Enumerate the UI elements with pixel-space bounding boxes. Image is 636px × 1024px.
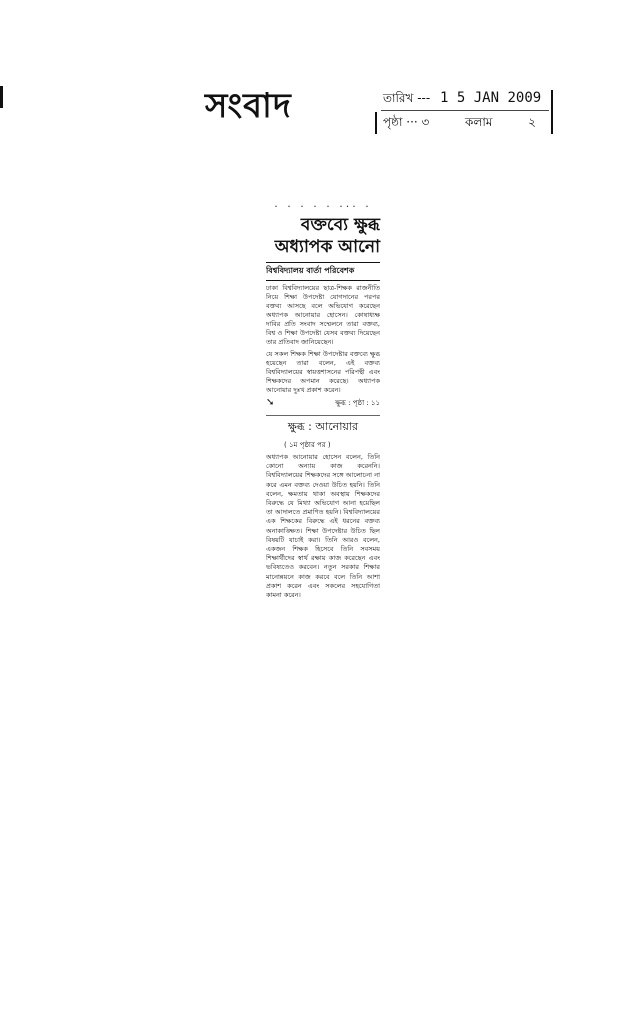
stamp-date-label: তারিখ --- (383, 91, 431, 105)
jump-line (266, 397, 380, 409)
page-edge-mark (0, 86, 3, 108)
continued-from-note: ( ১ম পৃষ্ঠার পর ) (284, 441, 331, 449)
arrow-icon: ➘ (266, 397, 275, 408)
article-kicker: · · · · · ··· · (274, 200, 372, 213)
headline-line-2: অধ্যাপক আনো (274, 237, 380, 257)
clipping-stamp (375, 88, 555, 138)
continued-body: অধ্যাপক আনোয়ার হোসেন বলেন, তিনি কোনো অন্যায় কাজ করেননি। বিশ্ববিদ্যালয়ের শিক্ষকদের সঙ্গে আলোচনা না করে এমন বক্তব্য দেওয়া উচিত হয়নি। তিনি বলেন, ক্ষমতায় থাকা অবস্থায় শিক্ষকদের বিরুদ্ধে যে মিথ্যা অভিযোগ আনা হয়েছিল তা আদালতে প্রমাণিত হয়নি। বিশ্ববিদ্যালয়ের এক শিক্ষকের বিরুদ্ধে এই ধরনের বক্তব্য অনাকাঙ্ক্ষিত। শিক্ষা উপদেষ্টার উচিত ছিল বিষয়টি যাচাই করা। তিনি আরও বলেন, একজন শিক্ষক হিসেবে তিনি সবসময় শিক্ষার্থীদের স্বার্থ রক্ষায় কাজ করেছেন এবং ভবিষ্যতেও করবেন। নতুন সরকার শিক্ষার মানোন্নয়নে কাজ করবে বলে তিনি আশা প্রকাশ করেন এবং সকলের সহযোগিতা কামনা করেন। (266, 453, 380, 600)
newspaper-masthead: সংবাদ (205, 86, 292, 126)
article-paragraph-1: ঢাকা বিশ্ববিদ্যালয়ের ছাত্র-শিক্ষক রাজনীতি নিয়ে শিক্ষা উপদেষ্টা যোগদানের পরপর বক্তব্য আসছে বলে অভিযোগ করেছেন অধ্যাপক আনোয়ার হোসেন। কোষাধ্যক্ষ দাবির প্রতি সংবাদ সম্মেলনে তারা বক্তব্য, বিশ্ব ও শিক্ষা উপদেষ্টা যেসব বক্তব্য দিয়েছেন তার প্রতিবাদ জানিয়েছেন। (266, 284, 380, 346)
continued-heading: ক্ষুব্ধ : আনোয়ার (266, 415, 380, 437)
stamp-divider (381, 110, 549, 111)
headline-line-1: বক্তব্যে ক্ষুব্ধ (300, 215, 380, 235)
stamp-column-value: ২ (528, 115, 536, 129)
stamp-date-row (383, 90, 541, 110)
jump-reference: ক্ষুব্ধ : পৃষ্ঠা : ১১ (335, 399, 380, 407)
stamp-left-bar (375, 112, 377, 134)
stamp-column-label: কলাম (464, 115, 493, 129)
stamp-page-label: পৃষ্ঠা ··· ৩ (383, 115, 430, 129)
stamp-page-row (383, 114, 536, 134)
stamp-date-value: 1 5 JAN 2009 (440, 90, 542, 106)
article-byline: বিশ্ববিদ্যালয় বার্তা পরিবেশক (266, 262, 380, 281)
article-clipping (266, 200, 380, 685)
stamp-right-bar (551, 90, 553, 134)
article-paragraph-2: যে সকল শিক্ষক শিক্ষা উপদেষ্টার বক্তব্যে ক্ষুব্ধ হয়েছেন তারা বলেন, এই বক্তব্য বিশ্ববিদ্যালয়ের স্বায়ত্তশাসনের পরিপন্থী এবং শিক্ষকদের অপমান করেছে। অধ্যাপক আনোয়ার দুঃখ প্রকাশ করেন। (266, 350, 380, 394)
